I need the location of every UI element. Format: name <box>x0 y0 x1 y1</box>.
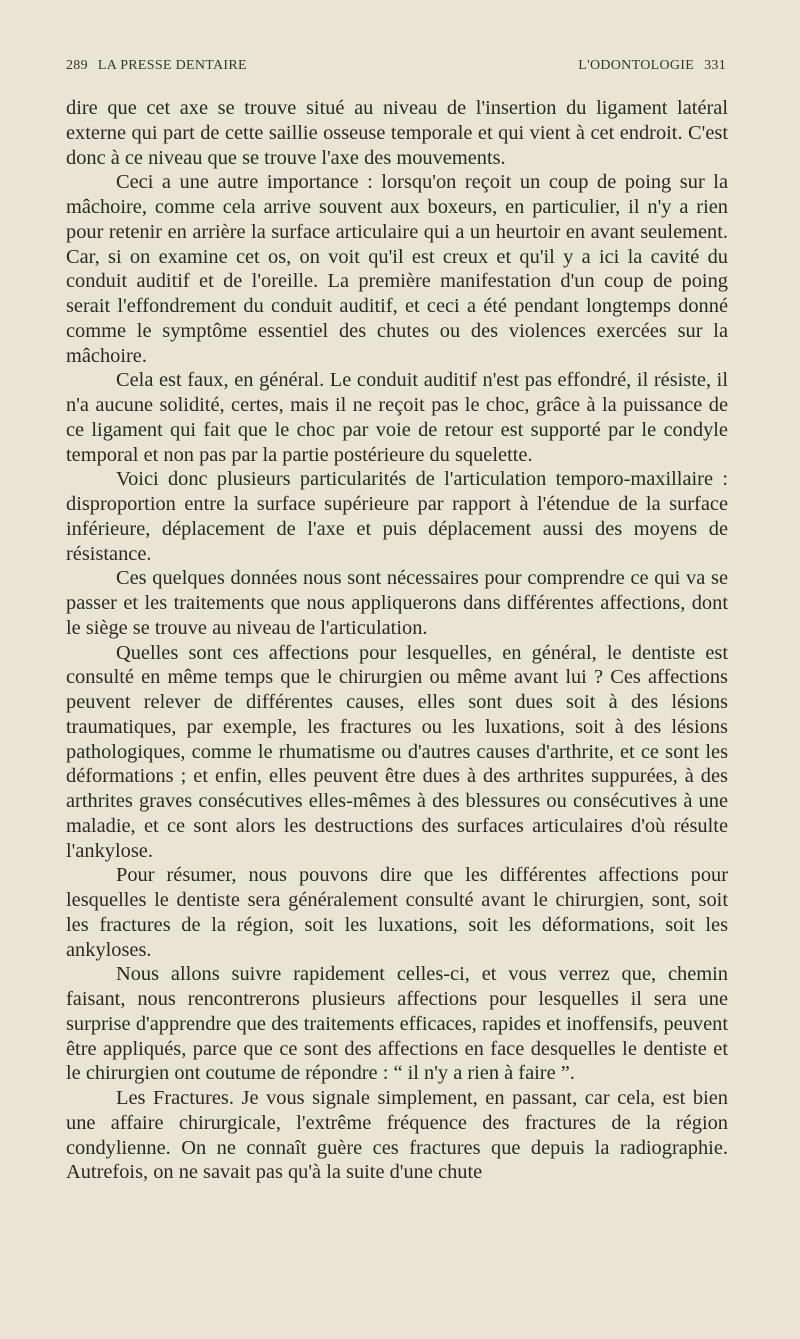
paragraph-5: Ces quelques données nous sont nécessaires pour comprendre ce qui va se passer et les traitements que nous appliquerons dans différentes affections, dont le siège se trouve au niveau de l'articulation. <box>66 567 728 639</box>
left-journal-title: LA PRESSE DENTAIRE <box>97 58 247 73</box>
header-right <box>578 58 726 74</box>
header-left <box>66 58 257 74</box>
paragraph-9: Les Fractures. Je vous signale simplement, en passant, car cela, est bien une affaire chirurgicale, l'extrême fréquence des fractures de la région condylienne. On ne connaît guère ces fractures que depuis la radiographie. Autrefois, on ne savait pas qu'à la suite d'une chute <box>66 1087 728 1184</box>
paragraph-2: Ceci a une autre importance : lorsqu'on reçoit un coup de poing sur la mâchoire, comme cela arrive souvent aux boxeurs, en particulier, il n'y a rien pour retenir en arrière la surface articulaire qui a un heurtoir en avant seulement. Car, si on examine cet os, on voit qu'il est creux et qu'il y a ici la cavité du conduit auditif et de l'oreille. La première manifestation d'un coup de poing serait l'effondrement du conduit auditif, et ceci a été pendant longtemps donné comme le symptôme essentiel des chutes ou des violences exercées sur la mâchoire. <box>66 171 728 367</box>
paragraph-4: Voici donc plusieurs particularités de l'articulation temporo-maxillaire : disproportion entre la surface supérieure par rapport à l'étendue de la surface inférieure, déplacement de l'axe et puis déplacement aussi des moyens de résistance. <box>66 468 728 565</box>
right-page-number: 331 <box>704 58 726 73</box>
paragraph-7: Pour résumer, nous pouvons dire que les différentes affections pour lesquelles le dentiste sera généralement consulté avant le chirurgien, sont, soit les fractures de la région, soit les luxations, soit les déformations, soit les ankyloses. <box>66 864 728 961</box>
running-header <box>66 58 726 78</box>
paragraph-3: Cela est faux, en général. Le conduit auditif n'est pas effondré, il résiste, il n'a aucune solidité, certes, mais il ne reçoit pas le choc, grâce à la puissance de ce ligament qui fait que le choc par voie de retour est supporté par le condyle temporal et non pas par la partie postérieure du squelette. <box>66 369 728 466</box>
paragraph-8: Nous allons suivre rapidement celles-ci, et vous verrez que, chemin faisant, nous rencontrerons plusieurs affections pour lesquelles il sera une surprise d'apprendre que des traitements efficaces, rapides et inoffensifs, peuvent être appliqués, parce que ce sont des affections en face desquelles le dentiste et le chirurgien ont coutume de répondre : “ il n'y a rien à faire ”. <box>66 963 728 1085</box>
paragraph-1: dire que cet axe se trouve situé au niveau de l'insertion du ligament latéral externe qui part de cette saillie osseuse temporale et qui vient à cet endroit. C'est donc à ce niveau que se trouve l'axe des mouvements. <box>66 97 728 169</box>
left-page-number: 289 <box>66 58 88 73</box>
right-journal-title: L'ODONTOLOGIE <box>578 58 695 73</box>
paragraph-6: Quelles sont ces affections pour lesquelles, en général, le dentiste est consulté en même temps que le chirurgien ou même avant lui ? Ces affections peuvent relever de différentes causes, elles sont dues soit à des lésions traumatiques, par exemple, les fractures ou les luxations, soit à des lésions pathologiques, comme le rhumatisme ou d'autres causes d'arthrite, et ce sont les déformations ; et enfin, elles peuvent être dues à des arthrites suppurées, à des arthrites graves consécutives elles-mêmes à des blessures ou consécutives à une maladie, et ce sont alors les destructions des surfaces articulaires d'où résulte l'ankylose. <box>66 641 728 862</box>
body-text <box>66 96 728 1185</box>
